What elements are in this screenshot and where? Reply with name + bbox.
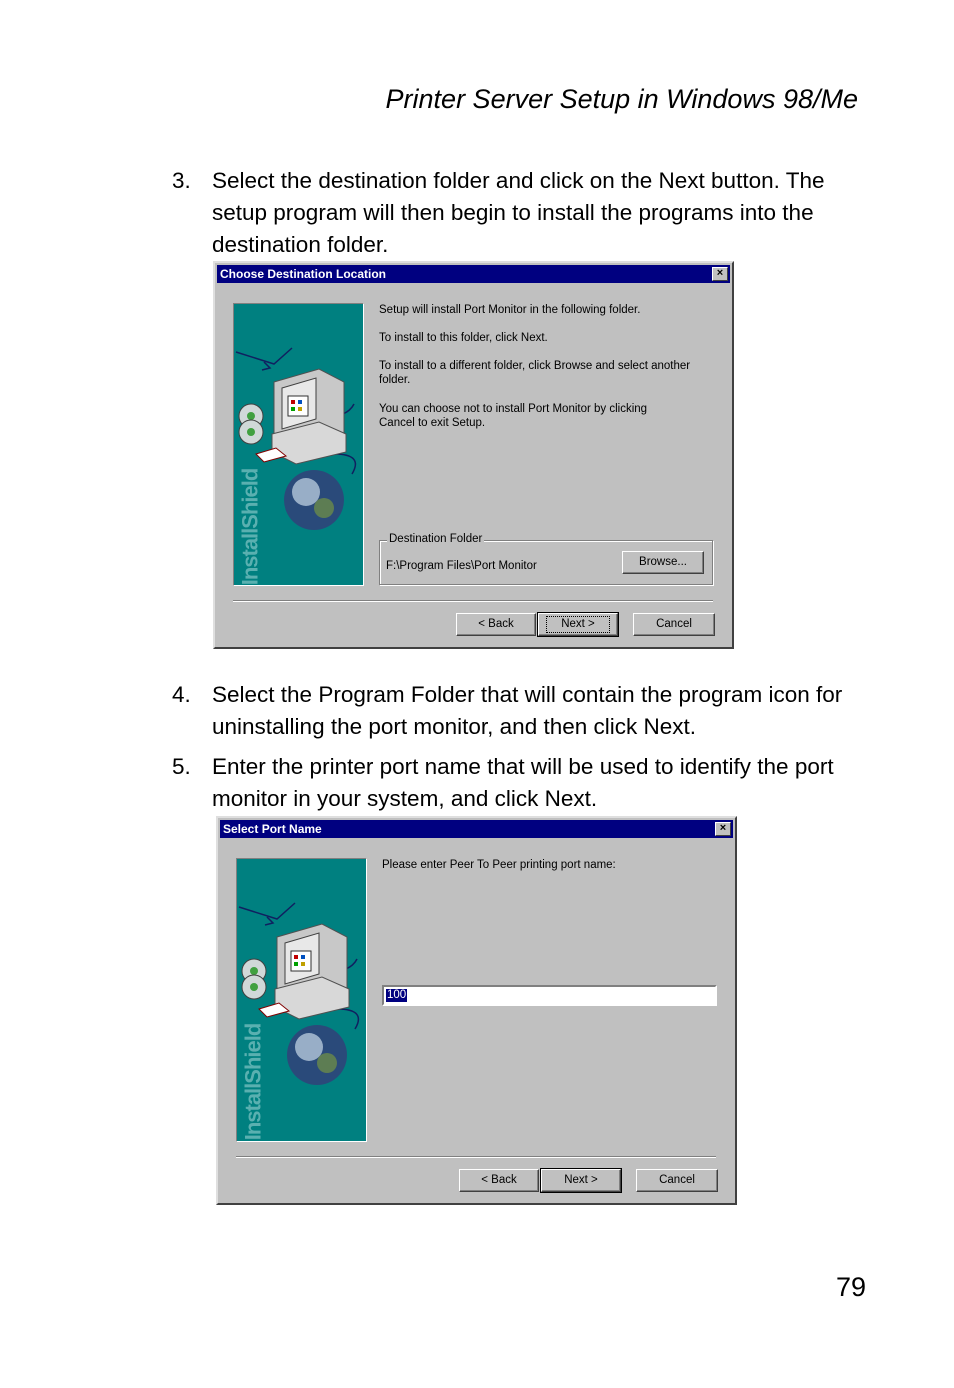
cancel-button[interactable]: Cancel <box>633 613 715 636</box>
select-port-name-dialog <box>216 816 737 1205</box>
close-button[interactable]: × <box>715 822 731 836</box>
dialog-paragraph: You can choose not to install Port Monitor by clicking Cancel to exit Setup. <box>379 403 648 429</box>
folder-path: F:\Program Files\Port Monitor <box>386 560 537 572</box>
close-button[interactable]: × <box>712 267 728 281</box>
choose-destination-dialog <box>213 261 734 649</box>
dialog-paragraph: Setup will install Port Monitor in the following folder. <box>379 304 641 316</box>
next-button-label: Next > <box>546 616 610 633</box>
dialog-title: Choose Destination Location <box>220 267 387 281</box>
back-button[interactable]: < Back <box>459 1169 539 1192</box>
step-number: 4. <box>172 682 191 707</box>
dialog-title-bar <box>217 265 730 283</box>
step-5 <box>172 751 872 815</box>
step-text: Select the destination folder and click on the Next button. The setup program will then begin to install the programs into the destination folder. <box>212 168 825 257</box>
installshield-logo: InstallShield <box>237 468 263 586</box>
destination-folder-group <box>379 533 713 585</box>
installshield-logo: InstallShield <box>240 1023 266 1141</box>
dialog-title: Select Port Name <box>223 822 322 836</box>
browse-button[interactable]: Browse... <box>622 551 704 574</box>
page-header: Printer Server Setup in Windows 98/Me <box>385 84 858 114</box>
step-text: Enter the printer port name that will be used to identify the port monitor in your system, and click Next. <box>212 754 834 811</box>
separator <box>233 600 713 602</box>
next-button[interactable]: Next > <box>541 1169 621 1192</box>
step-4 <box>172 679 872 743</box>
back-button[interactable]: < Back <box>456 613 536 636</box>
step-3 <box>172 165 872 261</box>
next-button[interactable] <box>538 613 618 636</box>
port-name-prompt: Please enter Peer To Peer printing port name: <box>382 859 616 871</box>
dialog-title-bar <box>220 820 733 838</box>
separator <box>236 1156 716 1158</box>
installshield-graphic <box>233 303 364 586</box>
step-text: Select the Program Folder that will contain the program icon for uninstalling the port monitor, and then click Next. <box>212 682 843 739</box>
installshield-graphic <box>236 858 367 1142</box>
port-name-input[interactable] <box>382 985 717 1006</box>
dialog-paragraph: To install to this folder, click Next. <box>379 332 548 344</box>
cancel-button[interactable]: Cancel <box>636 1169 718 1192</box>
group-label: Destination Folder <box>389 533 483 545</box>
step-number: 3. <box>172 168 191 193</box>
page-number: 79 <box>835 1272 866 1302</box>
dialog-paragraph: To install to a different folder, click Browse and select another folder. <box>379 360 691 386</box>
port-name-value: 100 <box>387 989 407 1001</box>
step-number: 5. <box>172 754 191 779</box>
